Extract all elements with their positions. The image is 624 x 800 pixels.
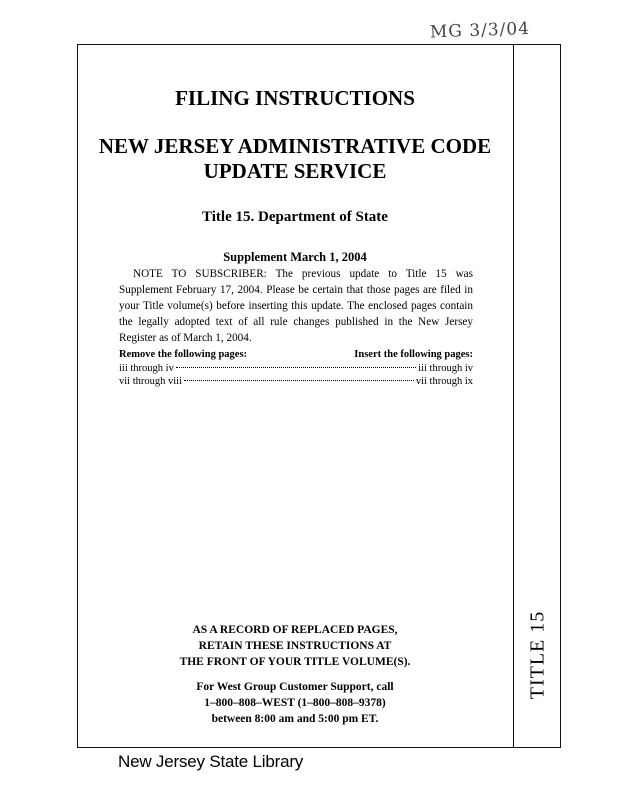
support-hours: between 8:00 am and 5:00 pm ET. xyxy=(211,713,379,725)
remove-pages-value: vii through viii xyxy=(119,376,182,387)
customer-support xyxy=(77,679,513,727)
page-title: FILING INSTRUCTIONS xyxy=(175,86,415,110)
supplement-date: Supplement March 1, 2004 xyxy=(223,250,367,264)
insert-pages-value: vii through ix xyxy=(415,376,473,387)
remove-pages-value: iii through iv xyxy=(119,363,174,374)
pages-list xyxy=(119,363,473,389)
handwritten-stamp: MG 3/3/04 xyxy=(429,18,531,43)
code-title-line1: NEW JERSEY ADMINISTRATIVE CODE xyxy=(98,134,492,158)
code-title-line2: UPDATE SERVICE xyxy=(203,159,387,183)
dot-leader xyxy=(176,367,416,368)
page-row xyxy=(119,363,473,376)
code-title xyxy=(77,134,513,184)
support-phone: 1–800–808–WEST (1–800–808–9378) xyxy=(204,697,386,709)
retain-line1: AS A RECORD OF REPLACED PAGES, xyxy=(192,624,398,636)
insert-pages-value: iii through iv xyxy=(418,363,473,374)
side-title-label xyxy=(508,590,568,720)
subscriber-note: NOTE TO SUBSCRIBER: The previous update to Title 15 was Supplement February 17, 2004. Please be certain that those pages are filed in your Title volume(s) before inserting this update. The enclosed pages contain the legally adopted text of all rule changes published in the New Jersey Register as of March 1, 2004. xyxy=(119,268,473,344)
retain-instructions xyxy=(77,622,513,670)
title-subject: Title 15. Department of State xyxy=(202,209,388,225)
page-row xyxy=(119,376,473,389)
insert-pages-label: Insert the following pages: xyxy=(354,349,473,360)
retain-line3: THE FRONT OF YOUR TITLE VOLUME(S). xyxy=(179,656,411,668)
remove-pages-label: Remove the following pages: xyxy=(119,349,248,360)
support-line1: For West Group Customer Support, call xyxy=(196,681,394,693)
pages-header xyxy=(119,349,473,360)
retain-line2: RETAIN THESE INSTRUCTIONS AT xyxy=(198,640,392,652)
dot-leader xyxy=(184,380,414,381)
side-title-text: TITLE 15 xyxy=(526,610,549,700)
library-footer: New Jersey State Library xyxy=(118,752,304,771)
